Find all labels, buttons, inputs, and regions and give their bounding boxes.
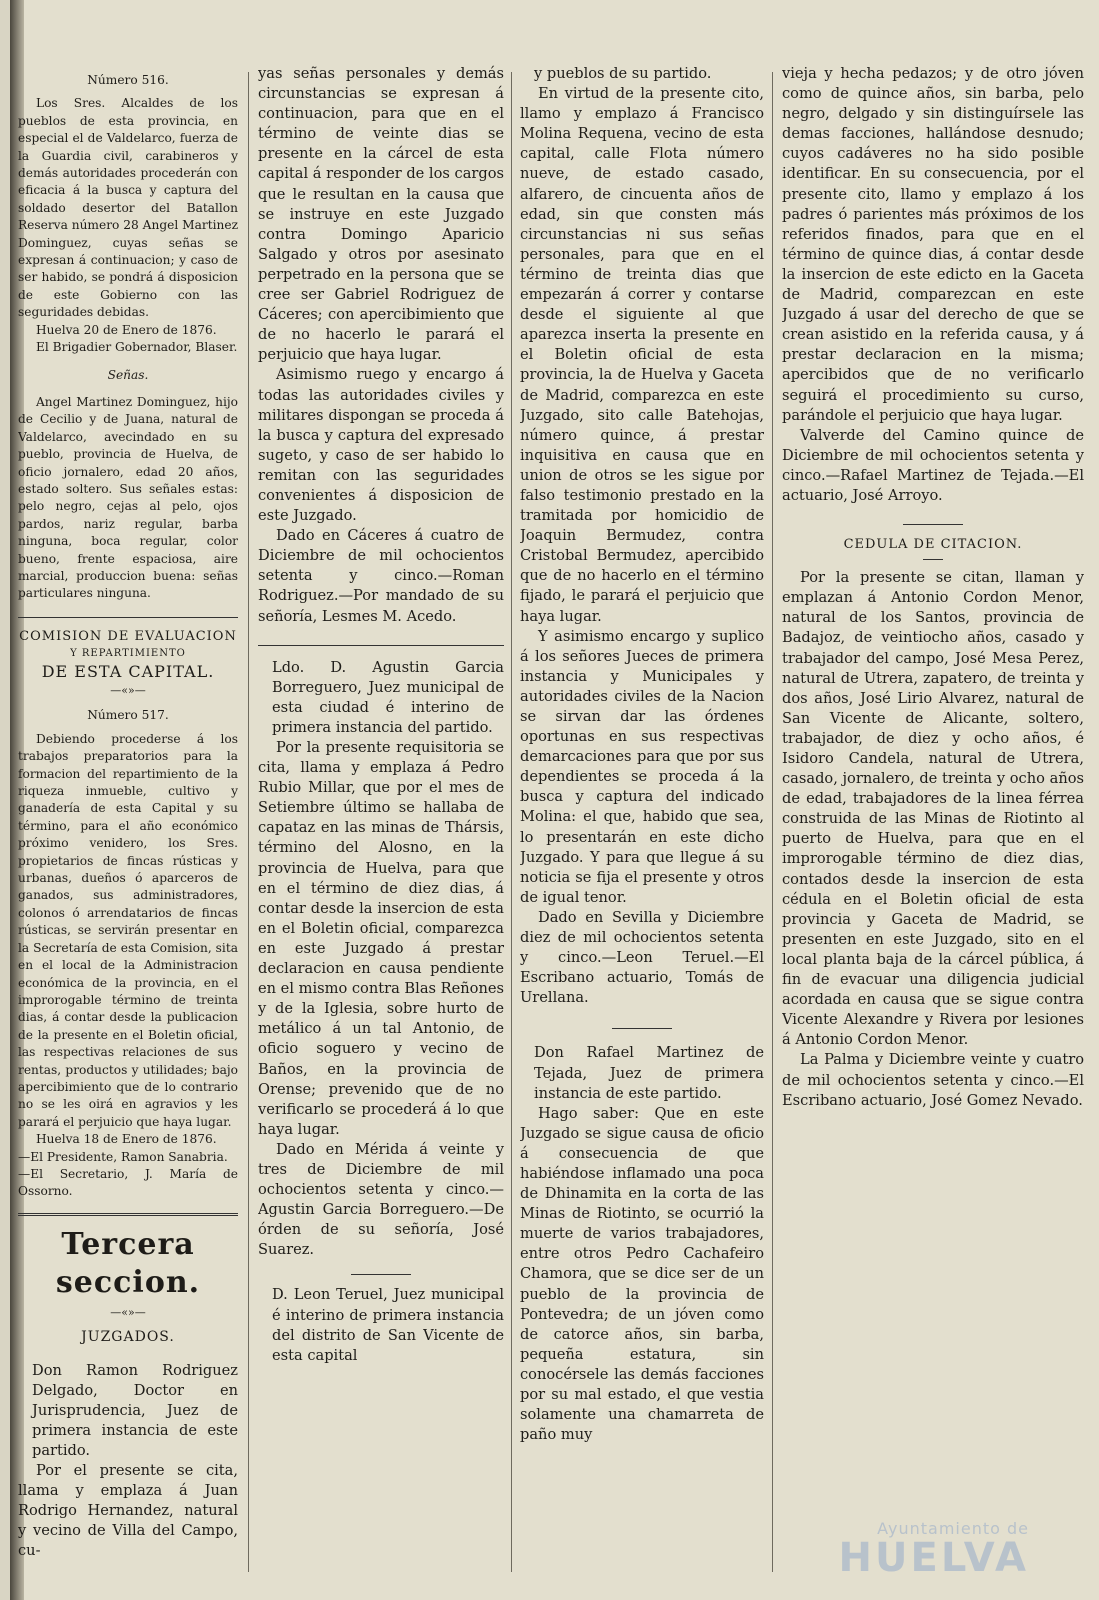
notice-body: Hago saber: Que en este Juzgado se sigue causa de oficio á consecuencia de que habiéndose inflamado una poca de Dhinamita en la corta de las Minas de Riotinto, se ocurrió la muerte de varios trabajadores, entre otros Pedro Cachafeiro Chamora, que se dice ser de un pueblo de la provincia de Pontevedra; de un jóven como de catorce años, sin barba, pequeña estatura, sin conocérsele las demás facciones por su mal estado, el que vestia solamente una chamarreta de paño muy (520, 1104, 764, 1444)
column-4 (782, 64, 1084, 1572)
notice-body: Por la presente se citan, llaman y emplazan á Antonio Cordon Menor, natural de los Santos, provincia de Badajoz, de veintiocho años, casado y trabajador del campo, José Mesa Perez, natural de Utrera, zapatero, de treinta y dos años, José Lirio Alvarez, natural de San Vicente de Alicante, soltero, trabajador, de diez y ocho años, é Isidoro Candela, natural de Utrera, casado, jornalero, de treinta y ocho años de edad, trabajadores de la linea férrea construida de las Minas de Riotinto al puerto de Huelva, para que en el improrogable término de diez dias, contados desde la insercion de esta cédula en el Boletin oficial de esta provincia y Gaceta de Madrid, se presenten en este Juzgado, sito en el local planta baja de la cárcel pública, á fin de evacuar una diligencia judicial acordada en causa que se sigue contra Vicente Alexandre y Rivera por lesiones á Antonio Cordon Menor. (782, 569, 1084, 1049)
judge-heading: Don Rafael Martinez de Tejada, Juez de primera instancia de este partido. (534, 1044, 764, 1102)
section-heading: CEDULA DE CITACION. (843, 537, 1023, 553)
notice-body: Asimismo ruego y encargo á todas las autoridades civiles y militares dispongan se proceda á la busca y captura del expresado sugeto, y caso de ser habido lo remitan con las seguridades convenientes á disposicion de este Juzgado. (258, 366, 504, 525)
column-rule (772, 72, 773, 1572)
divider (351, 1274, 411, 1275)
commission-city: DE ESTA CAPITAL. (41, 661, 215, 681)
judge-heading: D. Leon Teruel, Juez municipal é interino de primera instancia del distrito de San Vicente de esta capital (272, 1286, 504, 1364)
notice-date: Huelva 18 de Enero de 1876. (36, 1132, 217, 1147)
description-paragraph: Angel Martinez Dominguez, hijo de Cecilio y de Juana, natural de Valdelarco, avecindado en su pueblo, provincia de Huelva, de oficio jornalero, edad 20 años, estado soltero. Sus señales estas: pelo negro, cejas al pelo, ojos pardos, nariz regular, barba ninguna, boca regular, color bueno, frente espaciosa, aire marcial, produccion buena: señas particulares ninguna. (18, 394, 238, 601)
divider (258, 645, 504, 646)
notice-date: Huelva 20 de Enero de 1876. (36, 322, 217, 337)
section-title: Tercera seccion. (55, 1226, 201, 1300)
divider (903, 524, 963, 525)
notice-body: vieja y hecha pedazos; y de otro jóven como de quince años, sin barba, pelo negro, delgado y sin distinguírsele las demas facciones, hallándose desnudo; cuyos cadáveres no ha sido posible identificar. En su consecuencia, por el presente cito, llamo y emplazo á los padres ó parientes más próximos de los referidos finados, para que en el término de quince dias, á contar desde la insercion de este edicto en la Gaceta de Madrid, comparezcan en este Juzgado á usar del derecho de que se crean asistido en la referida causa, y á prestar declaracion en la misma; apercibidos que de no verificarlo seguirá el procedimiento su curso, parándole el perjuicio que haya lugar. (782, 65, 1084, 424)
divider (923, 559, 943, 560)
section-heading: JUZGADOS. (81, 1329, 175, 1346)
column-2 (258, 64, 504, 1572)
notice-signature: Dado en Cáceres á cuatro de Diciembre de mil ochocientos setenta y cinco.—Roman Rodriguez.—Por mandado de su señoría, Lesmes M. Acedo. (258, 527, 504, 625)
notice-body: Debiendo procederse á los trabajos preparatorios para la formacion del repartimiento de la riqueza inmueble, cultivo y ganadería de esta Capital y su término, para el año económico próximo venidero, los Sres. propietarios de fincas rústicas y urbanas, dueños ó aparceros de ganados, sus administradores, colonos ó arrendatarios de fincas rústicas, se servirán presentar en la Secretaría de esta Comision, sita en el local de la Administracion económica de la provincia, en el improrogable término de treinta dias, á contar desde la publicacion de la presente en el Boletin oficial, las respectivas relaciones de sus rentas, productos y utilidades; bajo apercibimiento que de lo contrario no se les oirá en agravios y les parará el perjuicio que haya lugar. (18, 731, 238, 1129)
ornament: —«»— (110, 1305, 146, 1319)
column-rule (248, 72, 249, 1572)
archive-watermark (838, 1519, 1029, 1581)
watermark-line: Ayuntamiento de (877, 1519, 1029, 1538)
notice-signature: —El Presidente, Ramon Sanabria. (18, 1149, 228, 1164)
notice-signature: La Palma y Diciembre veinte y cuatro de mil ochocientos setenta y cinco.—El Escribano actuario, José Gomez Nevado. (782, 1051, 1084, 1109)
divider (18, 617, 238, 618)
notice-number: Número 516. (87, 73, 169, 87)
divider (18, 1213, 238, 1216)
notice-body: Los Sres. Alcaldes de los pueblos de esta provincia, en especial el de Valdelarco, fuerza de la Guardia civil, carabineros y demás autoridades procederán con eficacia á la busca y captura del soldado desertor del Batallon Reserva número 28 Angel Martinez Dominguez, cuyas señas se expresan á continuacion; y caso de ser habido, se pondrá á disposicion de este Gobierno con las seguridades debidas. (18, 96, 238, 320)
column-3 (520, 64, 764, 1572)
judge-heading: Don Ramon Rodriguez Delgado, Doctor en Jurisprudencia, Juez de primera instancia de este partido. (32, 1361, 238, 1459)
notice-signature: Dado en Mérida á veinte y tres de Diciembre de mil ochocientos setenta y cinco.—Agustin Garcia Borreguero.—De órden de su señoría, José Suarez. (258, 1140, 504, 1259)
notice-body: Por la presente requisitoria se cita, llama y emplaza á Pedro Rubio Millar, que por el mes de Setiembre último se hallaba de capataz en las minas de Thársis, término del Alosno, en la provincia de Huelva, para que en el término de diez dias, á contar desde la insercion de esta en el Boletin oficial, comparezca en este Juzgado á prestar declaracion en causa pendiente en el mismo contra Blas Reñones y de la Iglesia, sobre hurto de metálico á un tal Antonio, de oficio soguero y vecino de Baños, en la provincia de Orense; prevenido que de no verificarlo se procederá á lo que haya lugar. (258, 739, 504, 1138)
notice-signature: Valverde del Camino quince de Diciembre de mil ochocientos setenta y cinco.—Rafael Martinez de Tejada.—El actuario, José Arroyo. (782, 426, 1084, 504)
notice-signature: —El Secretario, J. María de Ossorno. (18, 1166, 238, 1199)
notice-signature: Dado en Sevilla y Diciembre diez de mil ochocientos setenta y cinco.—Leon Teruel.—El Escribano actuario, Tomás de Urellana. (520, 908, 764, 1007)
section-subtitle: Señas. (107, 367, 149, 382)
column-1 (18, 64, 238, 1572)
column-rule (511, 72, 512, 1572)
notice-body: Por el presente se cita, llama y emplaza á Juan Rodrigo Hernandez, natural y vecino de Villa del Campo, cu- (18, 1461, 238, 1559)
newspaper-page (10, 0, 1099, 1600)
notice-body: yas señas personales y demás circunstancias se expresan á continuacion, para que en el término de veinte dias se presente en la cárcel de esta capital á responder de los cargos que le resultan en la causa que se instruye en este Juzgado contra Domingo Aparicio Salgado y otros por asesinato perpetrado en la persona que se cree ser Gabriel Rodriguez de Cáceres; con apercibimiento que de no hacerlo le parará el perjuicio que haya lugar. (258, 65, 504, 364)
notice-body: Y asimismo encargo y suplico á los señores Jueces de primera instancia y Municipales y autoridades civiles de la Nacion se sirvan dar las órdenes oportunas en sus respectivas demarcaciones para que por sus dependientes se proceda á la busca y captura del indicado Molina: el que, habido que sea, lo presentarán en este dicho Juzgado. Y para que llegue á su noticia se fija el presente y otros de igual tenor. (520, 627, 764, 906)
notice-signature: El Brigadier Gobernador, Blaser. (36, 340, 238, 355)
commission-subtitle: Y REPARTIMIENTO (70, 648, 186, 660)
watermark-logo: HUELVA (838, 1535, 1029, 1581)
divider (612, 1028, 672, 1029)
ornament: —«»— (110, 684, 146, 697)
notice-body: En virtud de la presente cito, llamo y emplazo á Francisco Molina Requena, vecino de esta capital, calle Flota número nueve, de estado casado, alfarero, de cincuenta años de edad, sin que consten más circunstancias ni sus señas personales, para que en el término de treinta dias que empezarán á correr y contarse desde el siguiente al que aparezca inserta la presente en el Boletin oficial de esta provincia, la de Huelva y Gaceta de Madrid, comparezca en este Juzgado, sito calle Batehojas, número quince, á prestar inquisitiva en causa que en union de otros se les sigue por falso testimonio prestado en la tramitada por homicidio de Joaquin Bermudez, contra Cristobal Bermudez, apercibido que de no hacerlo en el término fijado, le parará el perjuicio que haya lugar. (520, 85, 764, 625)
commission-title: COMISION DE EVALUACION (19, 628, 237, 644)
notice-number: Número 517. (87, 708, 169, 723)
judge-heading-cont: y pueblos de su partido. (534, 65, 712, 82)
judge-heading: Ldo. D. Agustin Garcia Borreguero, Juez municipal de esta ciudad é interino de primera instancia del partido. (272, 658, 504, 736)
